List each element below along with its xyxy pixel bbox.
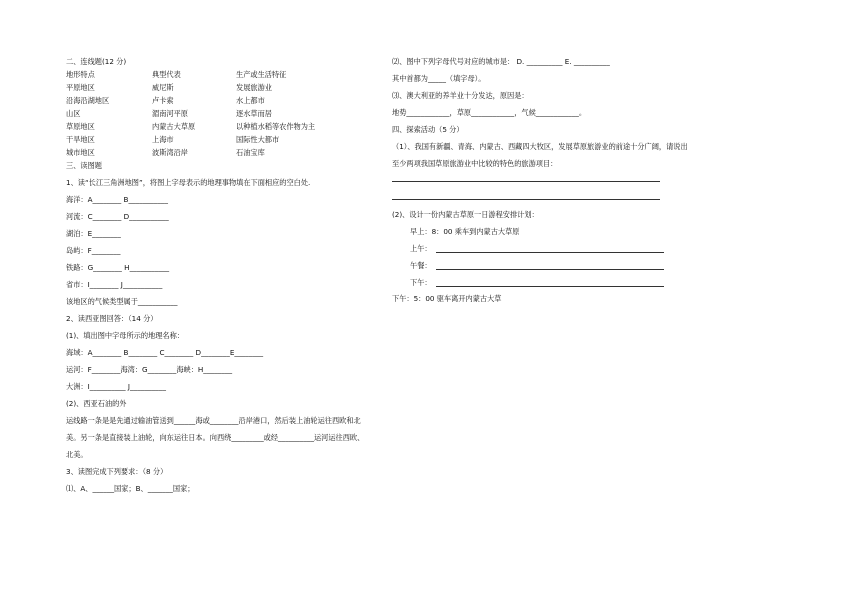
q2-sea: 海域：A________ B________ C________ D________E________ xyxy=(66,348,264,357)
q1-intro: 1、读“长江三角洲地图”，将图上字母表示的地理事物填在下面相应的空白处. xyxy=(66,178,311,187)
plan-last: 下午：5：00 驱车离开内蒙古大草 xyxy=(392,294,502,303)
match-example[interactable]: 卢卡索 xyxy=(152,96,174,105)
header-example: 典型代表 xyxy=(152,70,181,79)
match-terrain[interactable]: 沿海沿湖地区 xyxy=(66,96,110,105)
plan-morning-line[interactable] xyxy=(436,252,664,253)
q1-island: 岛屿：F________ xyxy=(66,246,121,255)
q1-ocean: 海洋：A________ B___________ xyxy=(66,195,168,204)
plan-afternoon-label: 下午： xyxy=(410,278,432,287)
section3-title: 三、读图题 xyxy=(66,161,102,170)
answer-line[interactable] xyxy=(392,181,660,182)
q2-para-line: 运线路一条是是先通过输油管送到______海或________沿岸港口，然后装上油轮运往西欧和北 xyxy=(66,416,361,425)
match-terrain[interactable]: 城市地区 xyxy=(66,148,95,157)
plan-morning-label: 上午： xyxy=(410,244,432,253)
q2-canal: 运河：F________海湾：G________海峡：H________ xyxy=(66,365,233,374)
q3-intro: 3、读图完成下列要求：（8 分） xyxy=(66,467,168,476)
match-feature[interactable]: 发展旅游业 xyxy=(236,83,272,92)
q1-lake: 湖泊：E________ xyxy=(66,229,121,238)
matching-row xyxy=(66,83,376,92)
match-feature[interactable]: 水上都市 xyxy=(236,96,265,105)
matching-row xyxy=(66,148,376,157)
q2-para-line: 美。另一条是直接装上油轮，向东运往日本。向西绕_________或经__________运河运往西欧、 xyxy=(66,433,365,442)
match-example[interactable]: 内蒙古大草原 xyxy=(152,122,196,131)
q3-line3: 其中首都为_____（填字母）。 xyxy=(392,74,486,83)
plan-morning-early: 早上：8：00 乘车到内蒙古大草原 xyxy=(410,227,520,236)
header-feature: 生产或生活特征 xyxy=(236,70,287,79)
section4-title: 四、探索活动（5 分） xyxy=(392,125,464,134)
match-feature[interactable]: 以种植水稻等农作物为主 xyxy=(236,122,316,131)
q1-railway: 铁路：G________ H___________ xyxy=(66,263,170,272)
q4-sub2: (2)、设计一份内蒙古草原一日游程安排计划： xyxy=(392,210,539,219)
match-feature[interactable]: 石油宝库 xyxy=(236,148,265,157)
header-terrain: 地形特点 xyxy=(66,70,95,79)
matching-row xyxy=(66,122,376,131)
plan-afternoon-line[interactable] xyxy=(436,286,664,287)
q2-sub1: (1)、填出图中字母所示的地理名称： xyxy=(66,331,184,340)
q1-climate: 该地区的气候类型属于___________ xyxy=(66,297,178,306)
q4-para-line: （1）、我国有新疆、青海、内蒙古、西藏四大牧区，发展草原旅游业的前途十分广阔，请说出 xyxy=(392,142,688,151)
match-example[interactable]: 湄南河平原 xyxy=(152,109,188,118)
q3-line4: ⑶、澳大利亚的养羊业十分发达，原因是： xyxy=(392,91,529,100)
q2-para-line: 北美。 xyxy=(66,450,88,459)
q3-line5: 地势____________，草原____________，气候____________。 xyxy=(392,108,587,117)
q3-line1: ⑴、A、______国家；B、_______国家； xyxy=(66,484,195,493)
answer-line[interactable] xyxy=(392,199,660,200)
q2-continent: 大洲：I__________ J__________ xyxy=(66,382,166,391)
q2-intro: 2、读西亚图回答：（14 分） xyxy=(66,314,158,323)
match-terrain[interactable]: 干旱地区 xyxy=(66,135,95,144)
matching-row xyxy=(66,96,376,105)
matching-row xyxy=(66,109,376,118)
plan-lunch-line[interactable] xyxy=(436,269,664,270)
q1-province: 省市：I________ J___________ xyxy=(66,280,163,289)
q3-line2: ⑵、图中下列字母代号对应的城市是： D. __________ E. __________ xyxy=(392,57,610,66)
match-example[interactable]: 波斯湾沿岸 xyxy=(152,148,188,157)
match-terrain[interactable]: 平原地区 xyxy=(66,83,95,92)
plan-lunch-label: 午餐： xyxy=(410,261,432,270)
match-terrain[interactable]: 山区 xyxy=(66,109,81,118)
q2-sub2: (2)、西亚石油的外 xyxy=(66,399,127,408)
match-example[interactable]: 威尼斯 xyxy=(152,83,174,92)
match-example[interactable]: 上海市 xyxy=(152,135,174,144)
q4-para-line: 至少两项我国草原旅游业中比较的特色的旅游项目： xyxy=(392,159,558,168)
matching-header xyxy=(66,70,376,79)
q1-river: 河流：C________ D___________ xyxy=(66,212,169,221)
section2-title: 二、连线题(12 分) xyxy=(66,57,127,66)
match-feature[interactable]: 国际性大都市 xyxy=(236,135,280,144)
matching-row xyxy=(66,135,376,144)
match-feature[interactable]: 逐水草而居 xyxy=(236,109,272,118)
match-terrain[interactable]: 草原地区 xyxy=(66,122,95,131)
